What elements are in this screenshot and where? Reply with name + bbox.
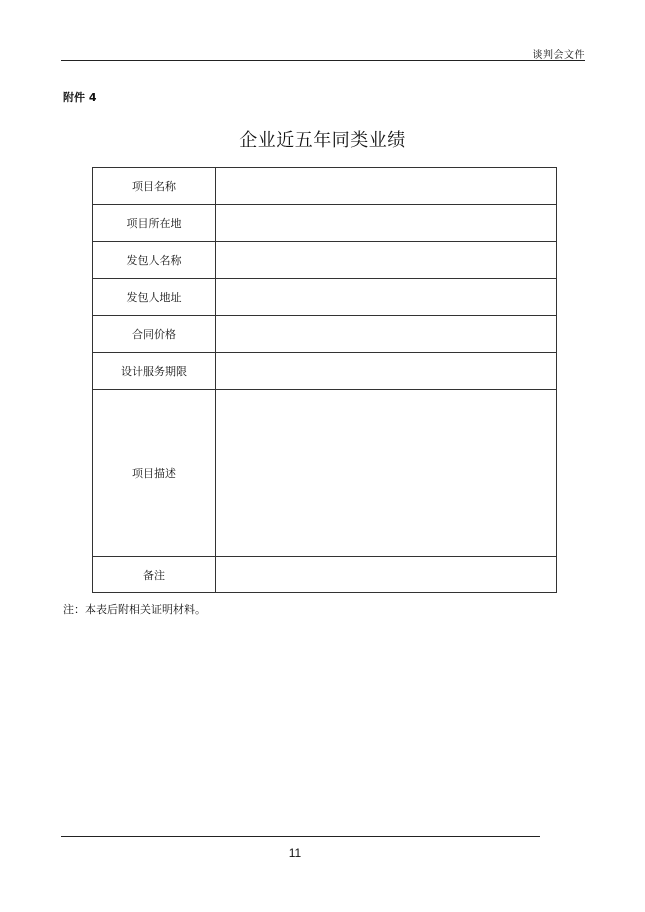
- attachment-label: 附件 4: [63, 91, 97, 104]
- header-divider: [61, 60, 585, 61]
- row-label-project-description: 项目描述: [93, 390, 216, 557]
- row-value-service-period[interactable]: [216, 353, 557, 390]
- header-doc-type: 谈判会文件: [532, 50, 585, 61]
- row-value-project-description[interactable]: [216, 390, 557, 557]
- row-label-service-period: 设计服务期限: [93, 353, 216, 390]
- row-label-remarks: 备注: [93, 557, 216, 593]
- table-row: [93, 242, 557, 279]
- row-value-employer-address[interactable]: [216, 279, 557, 316]
- row-value-employer-name[interactable]: [216, 242, 557, 279]
- row-label-project-name: 项目名称: [93, 168, 216, 205]
- row-label-employer-name: 发包人名称: [93, 242, 216, 279]
- row-value-project-name[interactable]: [216, 168, 557, 205]
- footer-divider: [61, 836, 540, 837]
- table-row: [93, 316, 557, 353]
- table-footnote: 注：本表后附相关证明材料。: [63, 603, 206, 616]
- performance-table: [92, 167, 557, 593]
- row-value-contract-price[interactable]: [216, 316, 557, 353]
- table-row: [93, 353, 557, 390]
- table-row: [93, 205, 557, 242]
- row-label-employer-address: 发包人地址: [93, 279, 216, 316]
- row-label-contract-price: 合同价格: [93, 316, 216, 353]
- page-title: 企业近五年同类业绩: [239, 130, 406, 151]
- row-label-project-location: 项目所在地: [93, 205, 216, 242]
- table-row: [93, 168, 557, 205]
- row-value-remarks[interactable]: [216, 557, 557, 593]
- table-row: [93, 557, 557, 593]
- row-value-project-location[interactable]: [216, 205, 557, 242]
- table-row: [93, 390, 557, 557]
- page-number: 11: [288, 846, 302, 860]
- table-row: [93, 279, 557, 316]
